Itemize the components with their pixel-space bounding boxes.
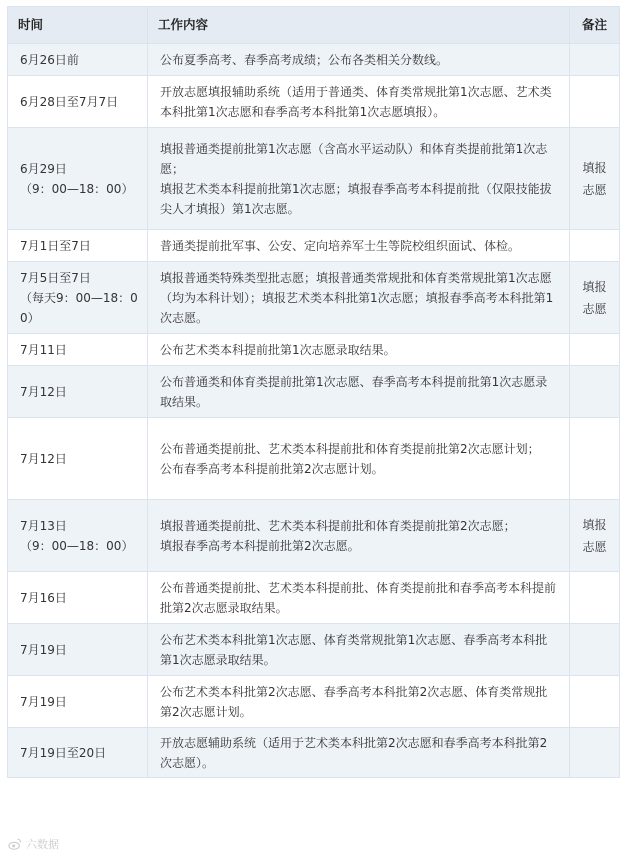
cell-time (8, 728, 148, 778)
header-row (8, 7, 620, 44)
watermark-text: 六数据 (26, 838, 59, 851)
cell-note (570, 230, 620, 262)
table-body (8, 44, 620, 778)
cell-note-text: 填报 志愿 (582, 517, 607, 554)
cell-note (570, 676, 620, 728)
cell-content-text: 开放志愿辅助系统（适用于艺术类本科批第2次志愿和春季高考本科批第2次志愿）。 (160, 735, 548, 770)
cell-note (570, 500, 620, 572)
cell-content-text: 公布艺术类本科提前批第1次志愿录取结果。 (160, 342, 396, 357)
cell-time (8, 44, 148, 76)
cell-content (148, 728, 570, 778)
cell-content-text: 公布普通类提前批、艺术类本科提前批、体育类提前批和春季高考本科提前批第2次志愿录取结果。 (160, 580, 557, 615)
cell-time-text: 7月11日 (20, 342, 67, 357)
cell-content-text: 填报普通类提前批第1次志愿（含高水平运动队）和体育类提前批第1次志愿； 填报艺术类本科提前批第1次志愿；填报春季高考本科提前批（仅限技能拔尖人才填报）第1次志愿。 (160, 141, 552, 216)
cell-note (570, 262, 620, 334)
cell-content (148, 624, 570, 676)
header-time: 时间 (8, 7, 148, 44)
cell-content-text: 公布普通类提前批、艺术类本科提前批和体育类提前批第2次志愿计划； 公布春季高考本科提前批第2次志愿计划。 (160, 441, 540, 476)
cell-note (570, 334, 620, 366)
cell-note (570, 572, 620, 624)
cell-content (148, 334, 570, 366)
table-row (8, 230, 620, 262)
cell-content-text: 填报普通类特殊类型批志愿；填报普通类常规批和体育类常规批第1次志愿（均为本科计划）；填报艺术类本科批第1次志愿；填报春季高考本科批第1次志愿。 (160, 270, 554, 325)
header-note: 备注 (570, 7, 620, 44)
cell-content-text: 公布普通类和体育类提前批第1次志愿、春季高考本科提前批第1次志愿录取结果。 (160, 374, 548, 409)
table-row (8, 418, 620, 500)
table-row (8, 366, 620, 418)
cell-time-text: 6月26日前 (20, 52, 79, 67)
schedule-table (7, 6, 620, 778)
cell-time-text: 6月29日 （9：00—18：00） (20, 161, 134, 196)
cell-content (148, 572, 570, 624)
cell-content-text: 填报普通类提前批、艺术类本科提前批和体育类提前批第2次志愿； 填报春季高考本科提前批第2次志愿。 (160, 518, 516, 553)
cell-content (148, 76, 570, 128)
cell-time (8, 676, 148, 728)
cell-content-text: 公布艺术类本科批第2次志愿、春季高考本科批第2次志愿、体育类常规批第2次志愿计划。 (160, 684, 548, 719)
cell-time (8, 76, 148, 128)
cell-note-text: 填报 志愿 (582, 160, 607, 197)
cell-time (8, 624, 148, 676)
cell-content (148, 262, 570, 334)
cell-note (570, 76, 620, 128)
cell-time-text: 7月12日 (20, 451, 67, 466)
cell-time (8, 128, 148, 230)
cell-note (570, 128, 620, 230)
table-row (8, 728, 620, 778)
cell-time-text: 6月28日至7月7日 (20, 94, 119, 109)
weibo-logo-icon (8, 837, 22, 851)
table-row (8, 624, 620, 676)
table-row (8, 676, 620, 728)
cell-note (570, 624, 620, 676)
cell-time (8, 262, 148, 334)
table-row (8, 262, 620, 334)
table-row (8, 44, 620, 76)
cell-content (148, 676, 570, 728)
cell-time-text: 7月19日 (20, 694, 67, 709)
cell-time-text: 7月1日至7日 (20, 238, 91, 253)
watermark (8, 836, 59, 852)
table-row (8, 572, 620, 624)
cell-time (8, 334, 148, 366)
table-row (8, 334, 620, 366)
cell-time-text: 7月16日 (20, 590, 67, 605)
cell-note (570, 366, 620, 418)
cell-note (570, 44, 620, 76)
cell-content (148, 500, 570, 572)
table-row (8, 76, 620, 128)
cell-time-text: 7月13日 （9：00—18：00） (20, 518, 134, 553)
table-row (8, 500, 620, 572)
cell-content-text: 普通类提前批军事、公安、定向培养军士生等院校组织面试、体检。 (160, 238, 521, 253)
table-row (8, 128, 620, 230)
cell-time-text: 7月12日 (20, 384, 67, 399)
cell-content (148, 128, 570, 230)
cell-time-text: 7月5日至7日 （每天9：00—18：00） (20, 270, 138, 325)
cell-content-text: 公布艺术类本科批第1次志愿、体育类常规批第1次志愿、春季高考本科批第1次志愿录取结果。 (160, 632, 548, 667)
table-header (8, 7, 620, 44)
cell-note-text: 填报 志愿 (582, 279, 607, 316)
cell-content (148, 230, 570, 262)
cell-content (148, 366, 570, 418)
cell-time (8, 418, 148, 500)
cell-note (570, 418, 620, 500)
cell-content (148, 418, 570, 500)
cell-time-text: 7月19日至20日 (20, 745, 107, 760)
cell-time (8, 500, 148, 572)
cell-content (148, 44, 570, 76)
cell-time (8, 572, 148, 624)
cell-time (8, 366, 148, 418)
header-content: 工作内容 (148, 7, 570, 44)
cell-time (8, 230, 148, 262)
cell-content-text: 开放志愿填报辅助系统（适用于普通类、体育类常规批第1次志愿、艺术类本科批第1次志愿和春季高考本科批第1次志愿填报）。 (160, 84, 552, 119)
cell-content-text: 公布夏季高考、春季高考成绩；公布各类相关分数线。 (160, 52, 449, 67)
cell-note (570, 728, 620, 778)
cell-time-text: 7月19日 (20, 642, 67, 657)
